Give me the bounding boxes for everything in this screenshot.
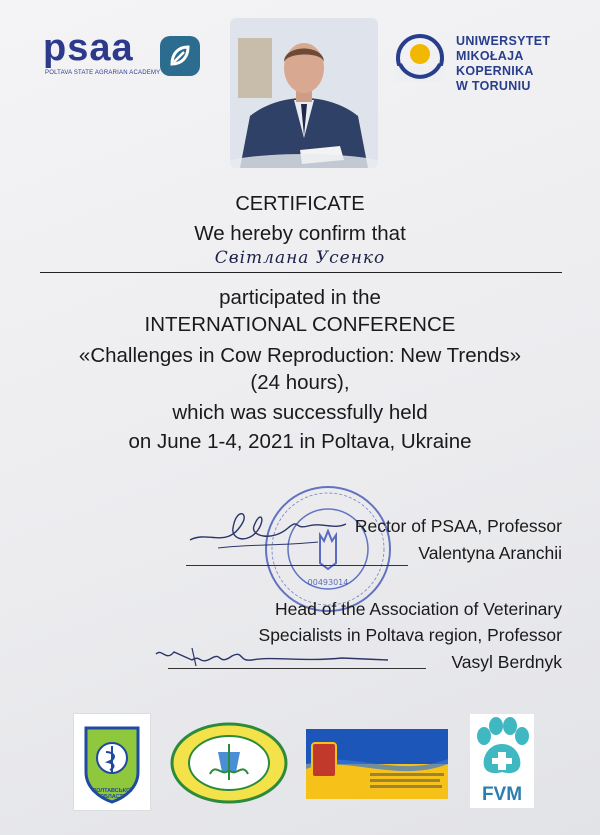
umk-line-3: W TORUNIU <box>456 79 531 93</box>
recipient-handwritten-name: Світлана Усенко <box>214 248 386 268</box>
rector-signature-icon <box>188 500 348 560</box>
association-head-role-line-2: Specialists in Poltava region, Professor <box>258 625 562 645</box>
certificate-title: CERTIFICATE <box>235 193 365 215</box>
umk-line-2: MIKOŁAJA KOPERNIKA <box>456 49 534 78</box>
rector-role: Rector of PSAA, Professor <box>354 516 562 536</box>
umk-logo-icon <box>396 34 444 82</box>
rector-name: Valentyna Aranchii <box>418 543 562 563</box>
body-line-conference-title: «Challenges in Cow Reproduction: New Trends» <box>78 344 522 367</box>
fvm-logo <box>470 714 534 808</box>
body-line-participated: participated in the <box>219 286 381 309</box>
psaa-subtitle: POLTAVA STATE AGRARIAN ACADEMY <box>45 70 161 76</box>
body-line-conference: INTERNATIONAL CONFERENCE <box>144 313 456 336</box>
poltava-region-flag-logo <box>306 729 448 799</box>
association-head-signature-line <box>168 668 426 669</box>
fvm-text: FVM <box>481 784 523 805</box>
association-head-name: Vasyl Berdnyk <box>451 652 562 672</box>
umk-line-1: UNIWERSYTET <box>456 34 551 48</box>
umk-university-name <box>456 34 600 94</box>
psaa-logo-text: psaa <box>43 27 134 69</box>
confirm-text: We hereby confirm that <box>194 222 406 245</box>
association-head-role-line-1: Head of the Association of Veterinary <box>275 599 562 619</box>
recipient-name-line <box>40 272 562 273</box>
vet-association-logo <box>73 713 151 811</box>
leaf-logo-icon <box>160 36 200 76</box>
body-line-held: which was successfully held <box>172 401 428 424</box>
stamp-code: 00493014 <box>307 578 349 587</box>
vet-medicine-faculty-logo <box>170 722 288 804</box>
rector-signature-line <box>186 565 408 566</box>
body-line-date-place: on June 1-4, 2021 in Poltava, Ukraine <box>128 430 472 453</box>
rector-portrait-photo <box>230 18 378 168</box>
vet-association-region-text: ПОЛТАВСЬКОЇ ОБЛАСТІ <box>92 788 132 800</box>
body-line-hours: (24 hours), <box>250 371 350 394</box>
